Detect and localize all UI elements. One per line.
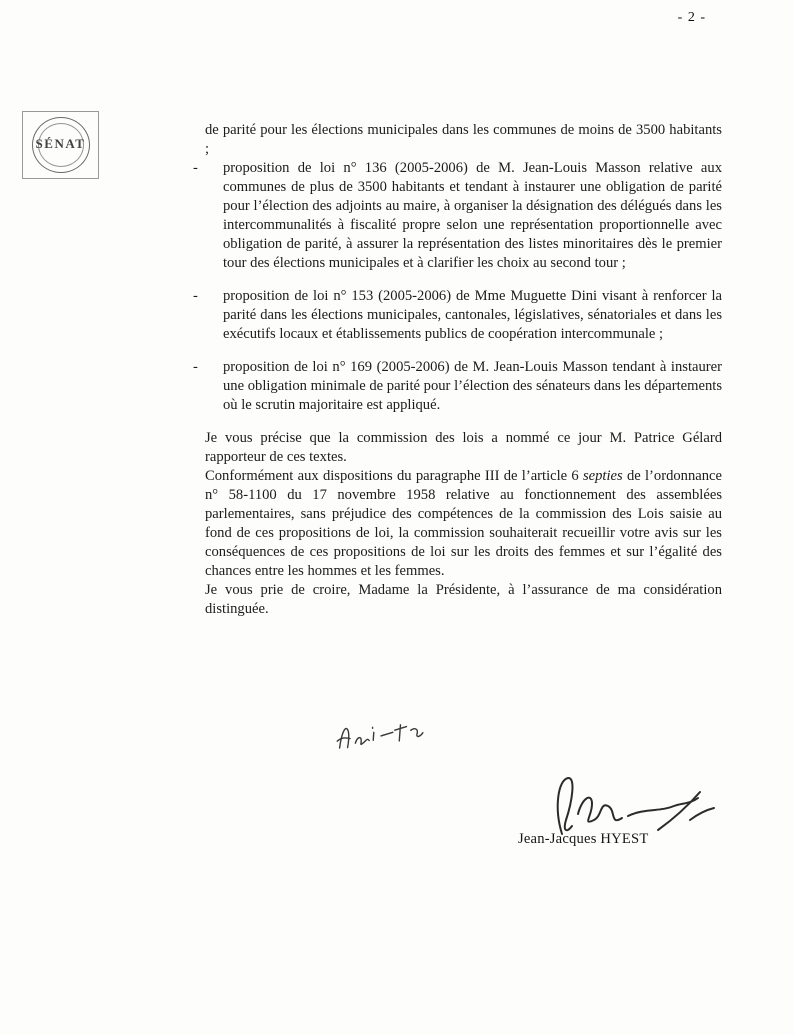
paragraph-conformement-post: de l’ordonnance n° 58-1100 du 17 novembre 1958 relative au fonctionnement des assemblées parlementaires, sans préjudice des compétences de la commission des Lois saisie au fond de ces propositions de loi, la commission souhaiterait recueillir votre avis sur les conséquences de ces propositions de loi sur les droits des femmes et sur l’égalité des chances entre les hommes et les femmes.	[205, 468, 722, 579]
list-dash: -	[193, 160, 198, 176]
list-item-text: proposition de loi n° 136 (2005-2006) de M. Jean-Louis Masson relative aux communes de plus de 3500 habitants et tendant à instaurer une obligation de parité pour l’élection des adjoints au maire, à organiser la désignation des délégués dans les intercommunalités à fiscalité propre selon une représentation proportionnelle avec obligation de parité, à assurer la représentation des listes minoritaires dès le premier tour des élections municipales et à clarifier les choix au second tour ;	[223, 160, 722, 271]
list-item-proposition-153	[193, 287, 722, 344]
paragraph-conformement	[205, 467, 722, 581]
list-dash: -	[193, 359, 198, 375]
seal-text: SÉNAT	[35, 136, 86, 151]
handwriting-icon	[332, 716, 426, 757]
page-number: - 2 -	[677, 10, 706, 25]
letter-body	[193, 121, 722, 619]
paragraph-conformement-italic: septies	[582, 468, 623, 484]
list-item-text: proposition de loi n° 169 (2005-2006) de M. Jean-Louis Masson tendant à instaurer une obligation minimale de parité pour l’élection des sénateurs dans les départements où le scrutin majoritaire est appliqué.	[223, 359, 722, 413]
list-item-text: proposition de loi n° 153 (2005-2006) de Mme Muguette Dini visant à renforcer la parité dans les élections municipales, cantonales, législatives, sénatoriales et dans les exécutifs locaux et établissements publics de coopération intercommunale ;	[223, 288, 722, 342]
paragraph-nomination: Je vous précise que la commission des lois a nommé ce jour M. Patrice Gélard rapporteur de ces textes.	[205, 430, 722, 465]
list-item-proposition-169	[193, 358, 722, 415]
paragraph-continuation: de parité pour les élections municipales dans les communes de moins de 3500 habitants ;	[205, 122, 722, 157]
signature-name: Jean-Jacques HYEST	[518, 831, 649, 847]
paragraph-conformement-pre: Conformément aux dispositions du paragraphe III de l’article 6	[205, 468, 583, 484]
list-dash: -	[193, 288, 198, 304]
senat-seal-stamp	[22, 111, 99, 179]
paragraph-closing: Je vous prie de croire, Madame la Présidente, à l’assurance de ma considération distinguée.	[205, 582, 722, 617]
list-item-proposition-136	[193, 159, 722, 273]
handwritten-note-amities	[332, 716, 426, 757]
